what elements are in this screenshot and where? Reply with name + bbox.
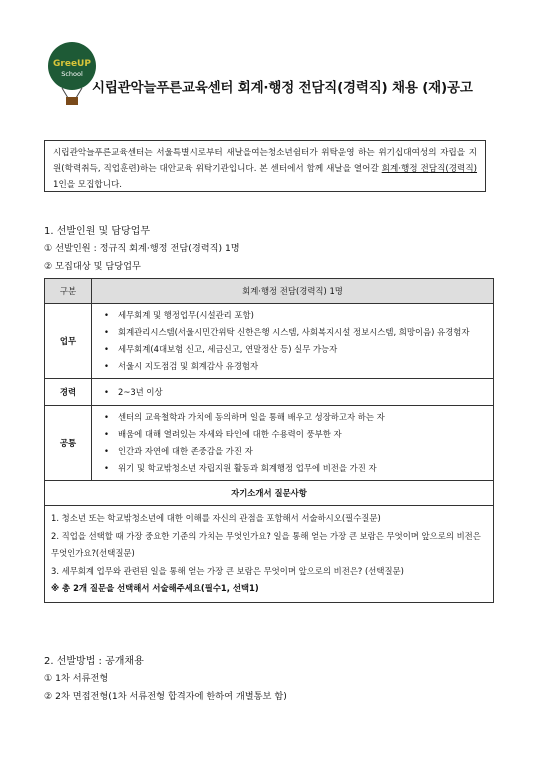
list-item: • 위기 및 학교밖청소년 자립지원 활동과 회계행정 업무에 비전을 가진 자 — [118, 460, 493, 477]
section2-item1: ① 1차 서류전형 — [44, 673, 109, 684]
essay-question-3: 3. 세무회계 업무와 관련된 일을 통해 얻는 가장 큰 보람은 무엇이며 앞으로의 비전은? (선택질문) — [51, 565, 404, 576]
row-label: 업무 — [45, 304, 92, 379]
intro-underlined: 회계·행정 전담직(경력직) — [381, 164, 478, 174]
list-item: • 회계관리시스템(서울시민간위탁 신한은행 시스템, 사회복지시설 정보시스템, 희망이음) 유경험자 — [118, 324, 493, 341]
list-item: • 세무회계 및 행정업무(시설관리 포함) — [118, 307, 493, 324]
greenup-school-logo — [44, 40, 104, 106]
table-header-position: 회계·행정 전담(경력직) 1명 — [92, 279, 494, 304]
common-list — [92, 406, 493, 480]
list-item: • 센터의 교육철학과 가치에 동의하며 일을 통해 배우고 성장하고자 하는 자 — [118, 409, 493, 426]
table-row — [45, 379, 494, 406]
list-item: • 서울시 지도점검 및 회계감사 유경험자 — [118, 358, 493, 375]
essay-question-1: 1. 청소년 또는 학교밖청소년에 대한 이해를 자신의 관점을 포함해서 서술하시오(필수질문) — [51, 513, 381, 523]
table-header-category: 구분 — [45, 279, 92, 304]
section2-heading: 2. 선발방법 : 공개채용 — [44, 656, 144, 667]
list-item: • 2~3년 이상 — [118, 384, 493, 401]
list-item: • 세무회계(4대보험 신고, 세금신고, 연말정산 등) 실무 가능자 — [118, 341, 493, 358]
essay-title: 자기소개서 질문사항 — [45, 481, 494, 506]
career-list — [92, 381, 493, 404]
intro-text-1: 시립관악늘푸른교육센터는 서울특별시로부터 새날을여는청소년쉼터가 위탁운영 하는 위기십대여성의 자립을 지원(학력취득, 직업훈련)하는 대안교육 위탁기관입니다. 본 센터에서 함께 새날을 열어갈 — [53, 148, 477, 174]
section1-heading: 1. 선발인원 및 담당업무 — [44, 226, 151, 237]
essay-note: ※ 총 2개 질문을 선택해서 서술해주세요(필수1, 선택1) — [51, 583, 259, 593]
list-item: • 인간과 자연에 대한 존중감을 가진 자 — [118, 443, 493, 460]
row-label: 공통 — [45, 406, 92, 481]
logo-text-2: School — [61, 70, 83, 78]
essay-question-2: 2. 직업을 선택할 때 가장 중요한 기준의 가치는 무엇인가요? 일을 통해 얻는 가장 큰 보람은 무엇이며 앞으로의 비전은 무엇인가요?(선택질문) — [51, 530, 481, 558]
intro-text-2: 1인을 모집합니다. — [53, 180, 123, 190]
page-title: 시립관악늘푸른교육센터 회계·행정 전담직(경력직) 채용 (재)공고 — [92, 80, 473, 96]
logo-text-1: GreeUP — [53, 59, 91, 69]
section2-item2: ② 2차 면접전형(1차 서류전형 합격자에 한하여 개별통보 함) — [44, 691, 287, 702]
table-row — [45, 406, 494, 481]
intro-box — [44, 140, 486, 192]
table-row — [45, 304, 494, 379]
recruitment-table — [44, 278, 494, 603]
essay-questions — [45, 506, 494, 603]
row-label: 경력 — [45, 379, 92, 406]
section1-item1: ① 선발인원 : 정규직 회계·행정 전담(경력직) 1명 — [44, 243, 240, 254]
duty-list — [92, 304, 493, 378]
list-item: • 배움에 대해 열려있는 자세와 타인에 대한 수용력이 풍부한 자 — [118, 426, 493, 443]
section1-item2: ② 모집대상 및 담당업무 — [44, 261, 141, 272]
